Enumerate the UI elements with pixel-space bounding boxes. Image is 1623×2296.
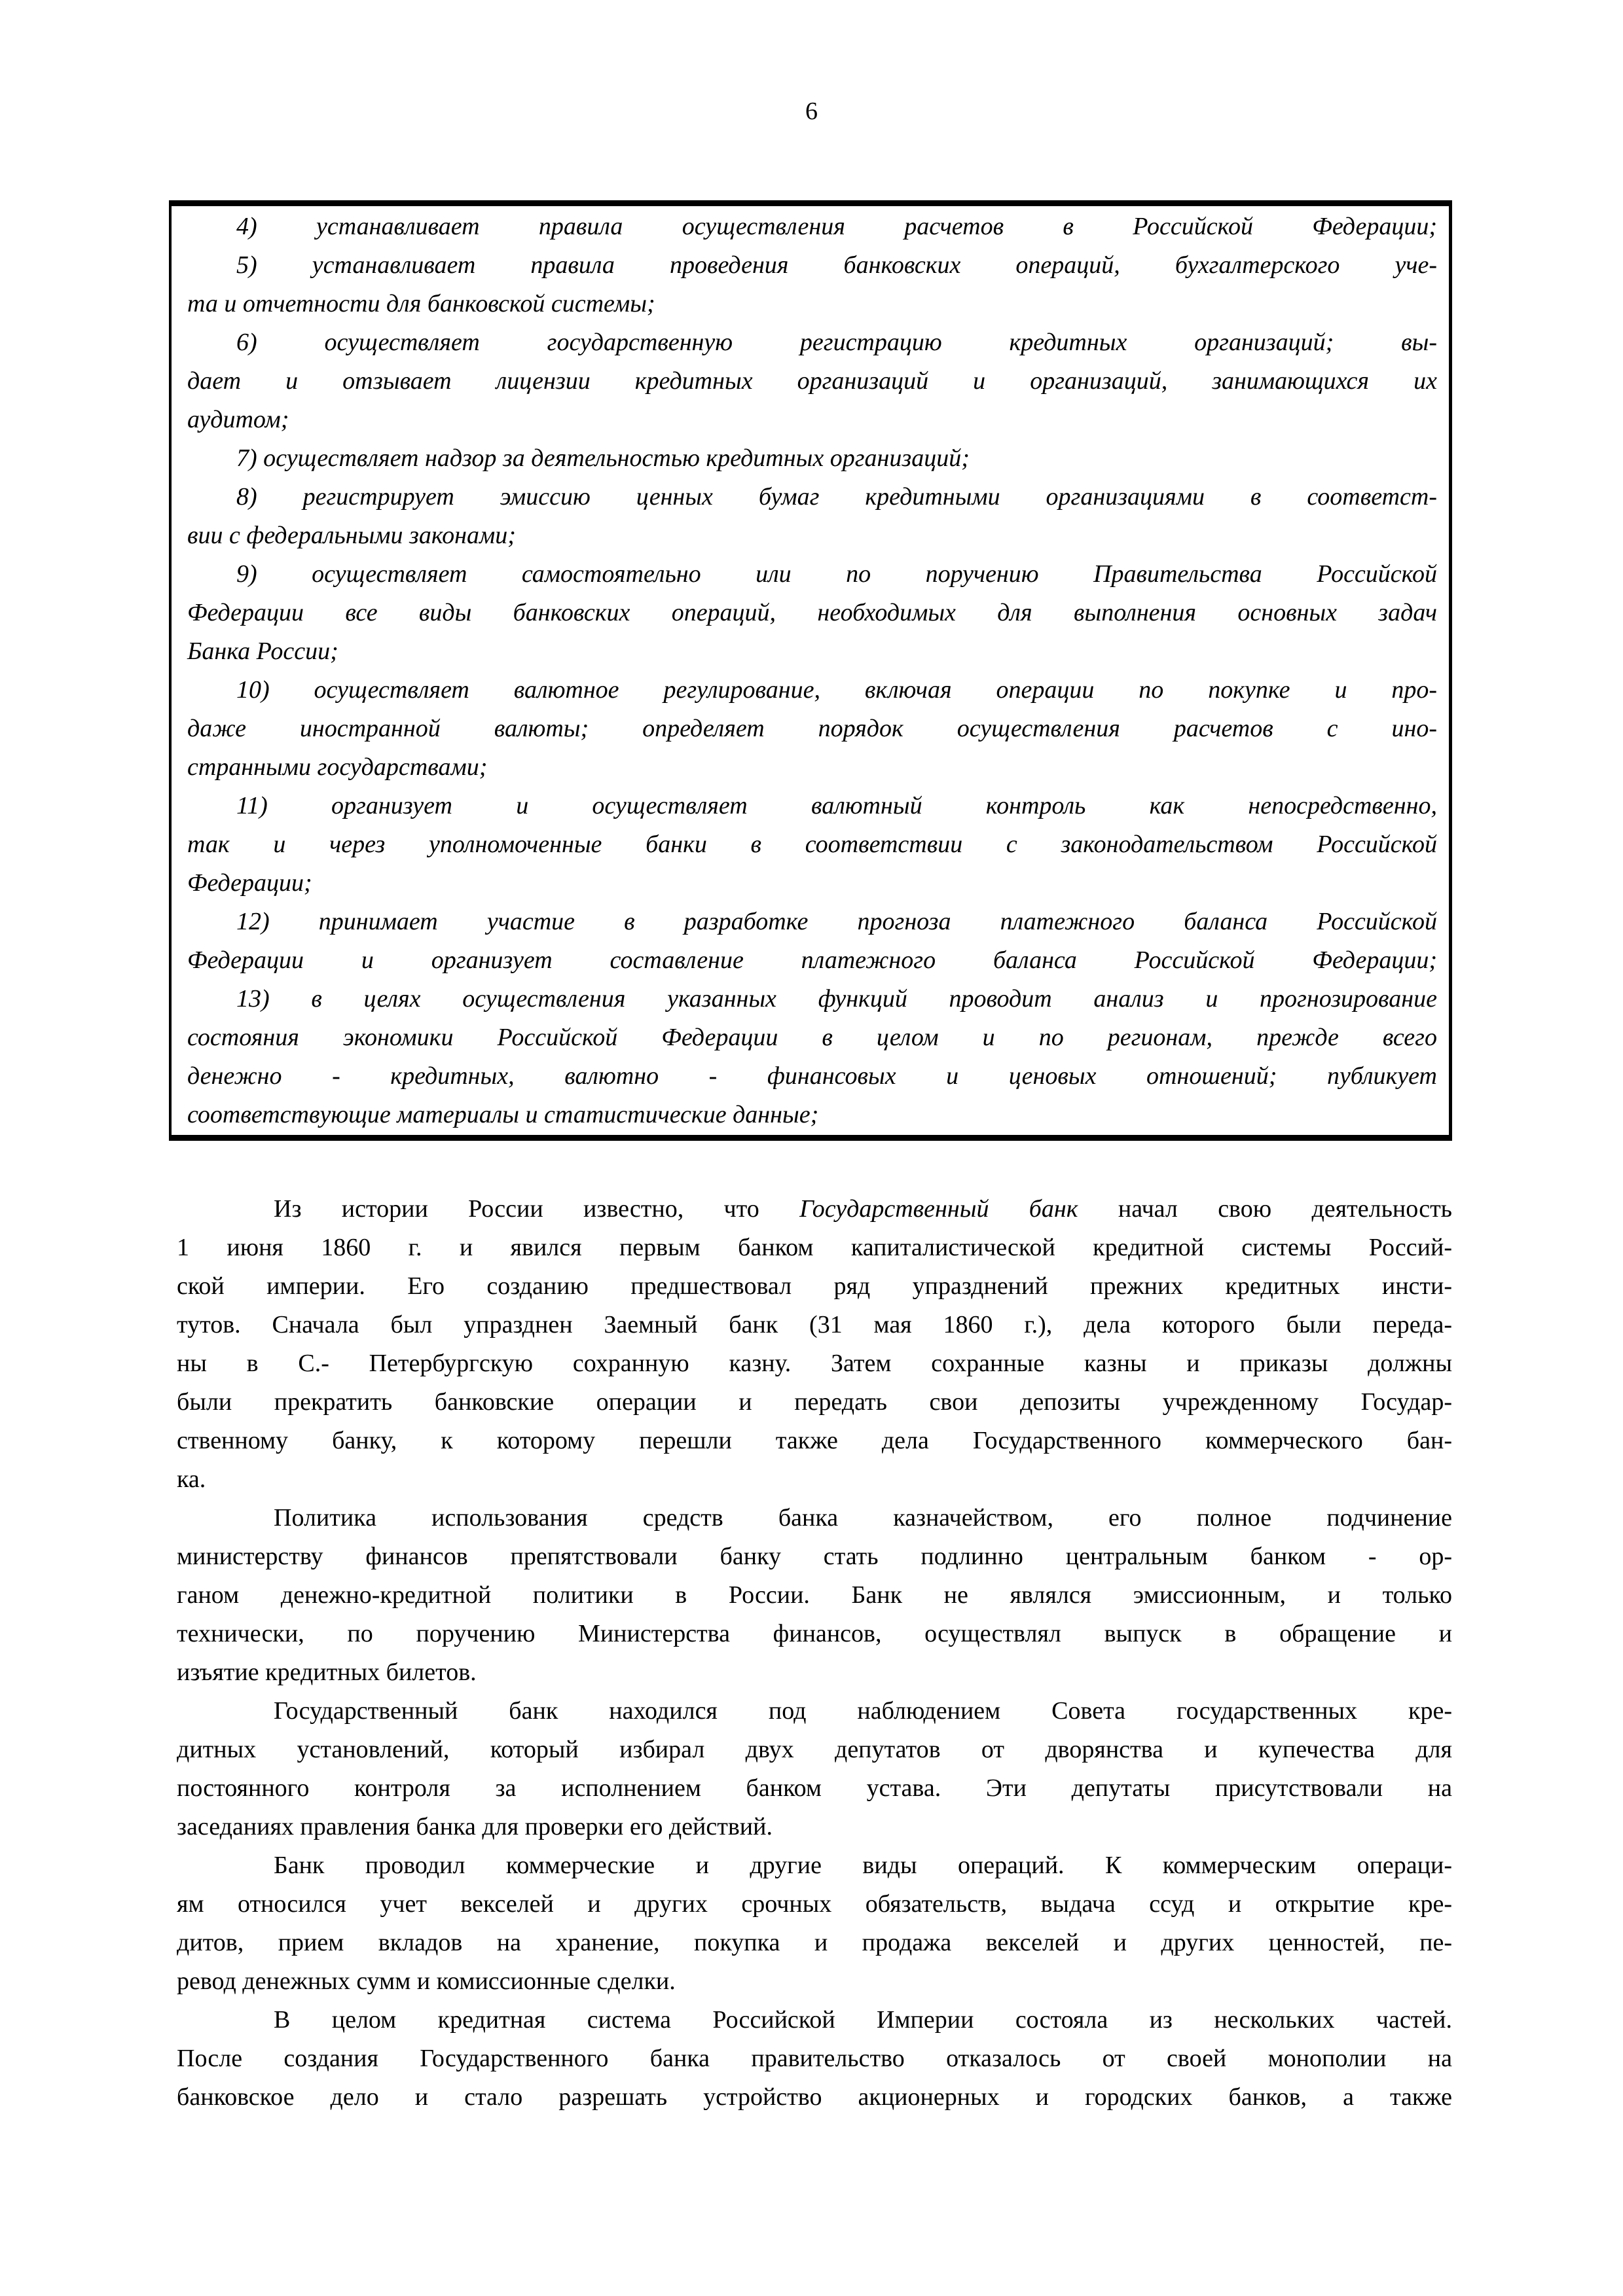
paragraph-line: банковское дело и стало разрешать устройство акционерных и городских банков, а также	[177, 2083, 1452, 2111]
paragraph-line: ской империи. Его созданию предшествовал ряд упразднений прежних кредитных инсти-	[177, 1272, 1452, 1300]
boxed-list-line: 4) устанавливает правила осуществления расчетов в Российской Федерации;	[236, 213, 1437, 240]
boxed-list-line: денежно - кредитных, валютно - финансовых и ценовых отношений; публикует	[187, 1062, 1437, 1090]
boxed-law-excerpt	[169, 200, 1452, 1141]
paragraph-line: дитов, прием вкладов на хранение, покупка и продажа векселей и других ценностей, пе-	[177, 1929, 1452, 1956]
boxed-list-line: дает и отзывает лицензии кредитных организаций и организаций, занимающихся их	[187, 367, 1437, 395]
paragraph-line: Из истории России известно, что Государственный банк начал свою деятельность	[274, 1195, 1453, 1223]
paragraph-line: министерству финансов препятствовали банку стать подлинно центральным банком - ор-	[177, 1543, 1452, 1570]
boxed-list-line: 13) в целях осуществления указанных функций проводит анализ и прогнозирование	[236, 985, 1437, 1013]
boxed-list-line: странными государствами;	[187, 753, 488, 781]
boxed-list-line: так и через уполномоченные банки в соответствии с законодательством Российской	[187, 831, 1437, 858]
paragraph-line: изъятие кредитных билетов.	[177, 1659, 477, 1686]
page-number: 6	[805, 98, 818, 125]
paragraph-line: тутов. Сначала был упразднен Заемный банк (31 мая 1860 г.), дела которого были переда-	[177, 1311, 1452, 1338]
boxed-list-line: аудитом;	[187, 406, 289, 433]
boxed-list-line: 12) принимает участие в разработке прогноза платежного баланса Российской	[236, 908, 1437, 935]
boxed-list-line: даже иностранной валюты; определяет порядок осуществления расчетов с ино-	[187, 715, 1437, 742]
boxed-list-line: Федерации;	[187, 869, 312, 897]
boxed-list-line: 6) осуществляет государственную регистрацию кредитных организаций; вы-	[236, 329, 1437, 356]
boxed-list-line: Банка России;	[187, 637, 338, 665]
boxed-list-line: соответствующие материалы и статистические данные;	[187, 1101, 819, 1128]
paragraph-line: заседаниях правления банка для проверки его действий.	[177, 1813, 773, 1840]
paragraph-line: ганом денежно-кредитной политики в России. Банк не являлся эмиссионным, и только	[177, 1581, 1452, 1609]
boxed-list-line: 8) регистрирует эмиссию ценных бумаг кредитными организациями в соответст-	[236, 483, 1437, 511]
boxed-list-line: состояния экономики Российской Федерации в целом и по регионам, прежде всего	[187, 1024, 1437, 1051]
paragraph-line: постоянного контроля за исполнением банком устава. Эти депутаты присутствовали на	[177, 1774, 1452, 1802]
boxed-list-line: 10) осуществляет валютное регулирование, включая операции по покупке и про-	[236, 676, 1437, 704]
body-text	[177, 1190, 1452, 2117]
paragraph-line: После создания Государственного банка правительство отказалось от своей монополии на	[177, 2045, 1452, 2072]
paragraph-line: ственному банку, к которому перешли также дела Государственного коммерческого бан-	[177, 1427, 1452, 1454]
boxed-list-line: 11) организует и осуществляет валютный контроль как непосредственно,	[236, 792, 1437, 819]
boxed-list-line: та и отчетности для банковской системы;	[187, 290, 655, 317]
paragraph-line: ны в С.- Петербургскую сохранную казну. Затем сохранные казны и приказы должны	[177, 1350, 1452, 1377]
paragraph-line: ка.	[177, 1465, 206, 1493]
paragraph-line: технически, по поручению Министерства финансов, осуществлял выпуск в обращение и	[177, 1620, 1452, 1647]
boxed-list-line: вии с федеральными законами;	[187, 522, 516, 549]
paragraph-line: Банк проводил коммерческие и другие виды операций. К коммерческим операци-	[274, 1852, 1452, 1879]
paragraph-line: 1 июня 1860 г. и явился первым банком капиталистической кредитной системы Россий-	[177, 1234, 1452, 1261]
boxed-list-line: 7) осуществляет надзор за деятельностью кредитных организаций;	[236, 444, 970, 472]
paragraph-line: В целом кредитная система Российской Империи состояла из нескольких частей.	[274, 2006, 1452, 2034]
paragraph-line: Государственный банк находился под наблюдением Совета государственных кре-	[274, 1697, 1452, 1725]
boxed-list-line: 5) устанавливает правила проведения банковских операций, бухгалтерского уче-	[236, 251, 1437, 279]
paragraph-line: ям относился учет векселей и других срочных обязательств, выдача ссуд и открытие кре-	[177, 1890, 1452, 1918]
boxed-list-line: Федерации все виды банковских операций, необходимых для выполнения основных задач	[187, 599, 1437, 626]
boxed-list-line: Федерации и организует составление платежного баланса Российской Федерации;	[187, 946, 1437, 974]
paragraph-line: дитных установлений, который избирал двух депутатов от дворянства и купечества для	[177, 1736, 1452, 1763]
boxed-list-line: 9) осуществляет самостоятельно или по поручению Правительства Российской	[236, 560, 1437, 588]
paragraph-line: ревод денежных сумм и комиссионные сделки.	[177, 1967, 676, 1995]
paragraph-line: Политика использования средств банка казначейством, его полное подчинение	[274, 1504, 1452, 1532]
paragraph-line: были прекратить банковские операции и передать свои депозиты учрежденному Государ-	[177, 1388, 1452, 1416]
